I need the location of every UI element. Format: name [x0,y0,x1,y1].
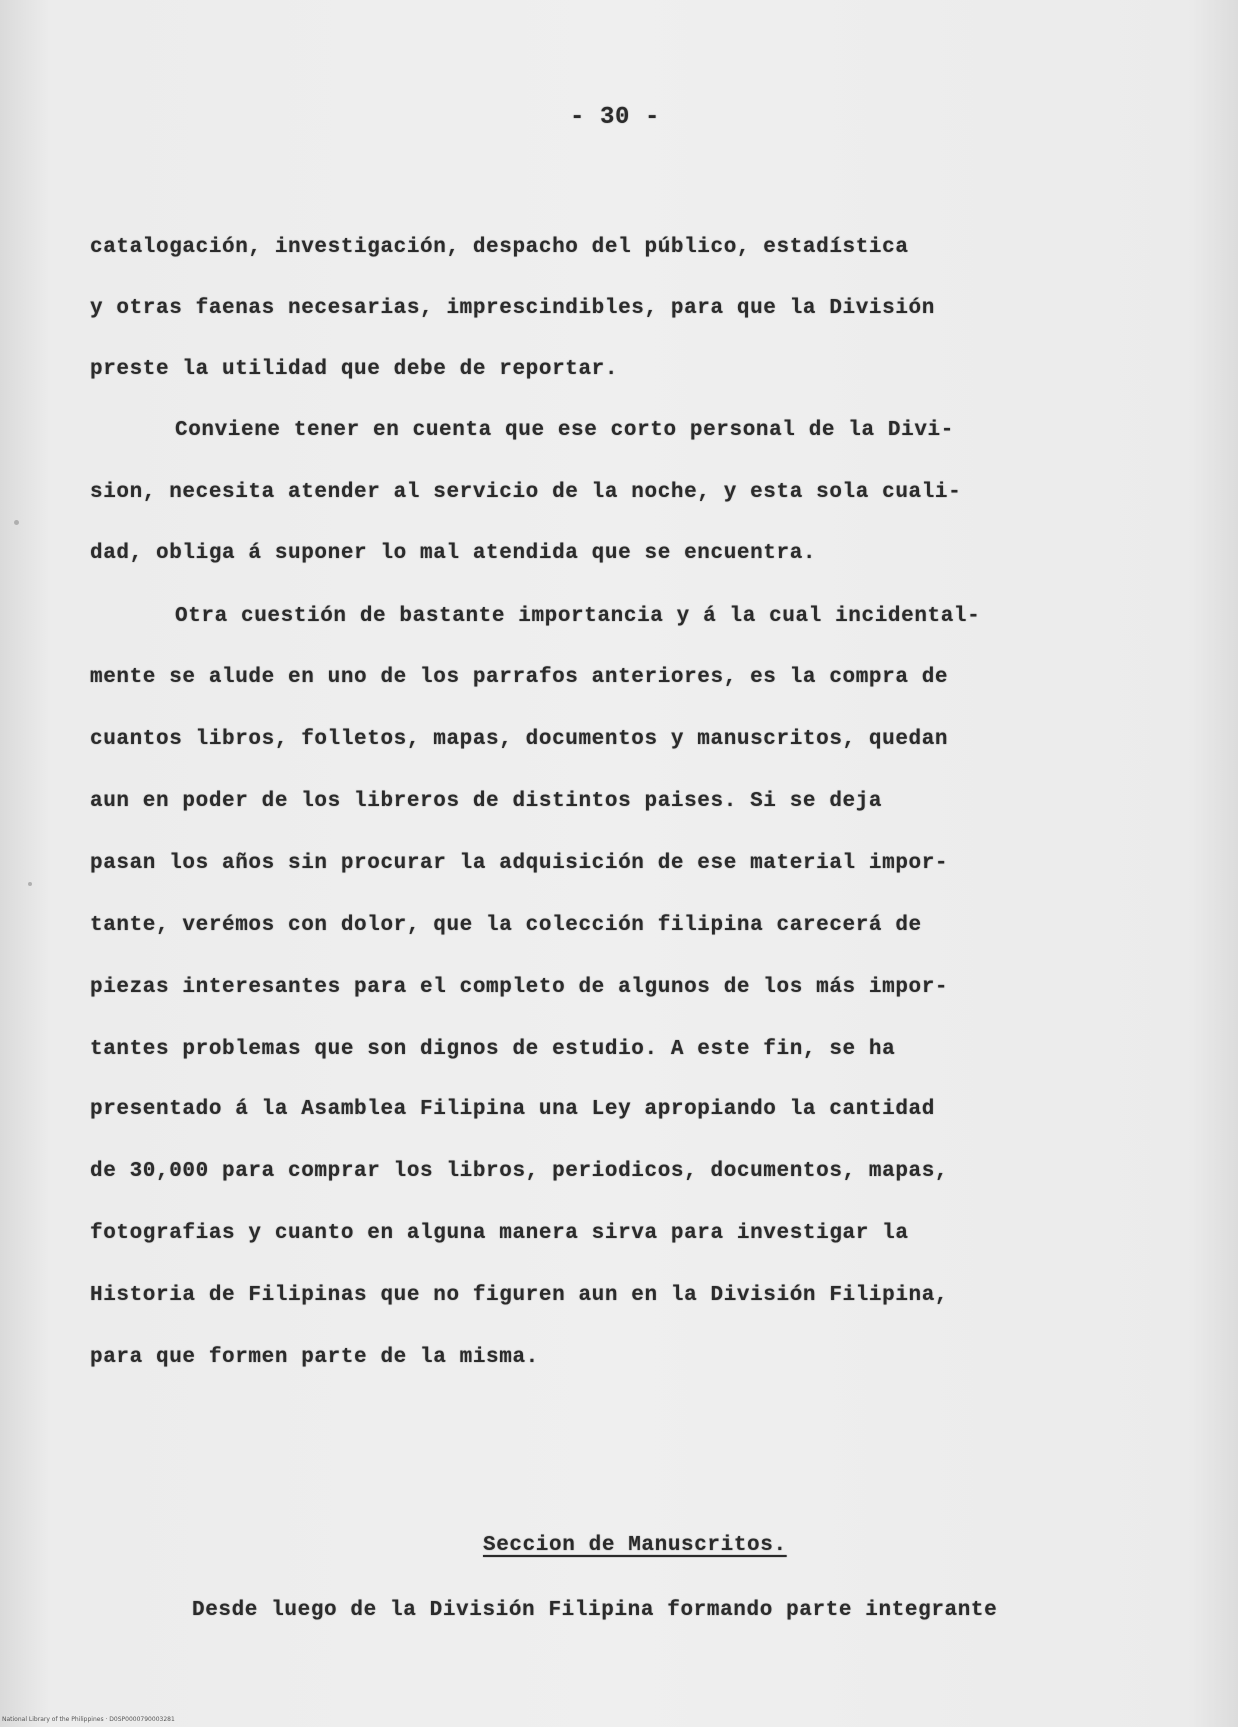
footer-credit: National Library of the Philippines · D0SP0000790003281 [2,1716,175,1723]
text-line-4: Conviene tener en cuenta que ese corto personal de la Divi- [175,419,954,442]
text-line-7: Otra cuestión de bastante importancia y á la cual incidental- [175,605,981,628]
text-line-10: aun en poder de los libreros de distintos paises. Si se deja [90,790,883,813]
section-heading: Seccion de Manuscritos. [483,1534,787,1557]
text-line-final: Desde luego de la División Filipina formando parte integrante [192,1599,998,1622]
paper-speck [28,882,32,886]
text-line-5: sion, necesita atender al servicio de la noche, y esta sola cuali- [90,481,962,504]
text-line-15: presentado á la Asamblea Filipina una Ley apropiando la cantidad [90,1098,935,1121]
text-line-12: tante, verémos con dolor, que la colección filipina carecerá de [90,914,922,937]
text-line-1: catalogación, investigación, despacho del público, estadística [90,236,909,259]
text-line-13: piezas interesantes para el completo de algunos de los más impor- [90,976,949,999]
text-line-3: preste la utilidad que debe de reportar. [90,358,619,381]
text-line-18: Historia de Filipinas que no figuren aun en la División Filipina, [90,1284,949,1307]
text-line-9: cuantos libros, folletos, mapas, documentos y manuscritos, quedan [90,728,949,751]
text-line-17: fotografias y cuanto en alguna manera sirva para investigar la [90,1222,909,1245]
text-line-8: mente se alude en uno de los parrafos anteriores, es la compra de [90,666,949,689]
paper-speck [14,520,19,525]
text-line-6: dad, obliga á suponer lo mal atendida que se encuentra. [90,542,817,565]
text-line-16: de 30,000 para comprar los libros, periodicos, documentos, mapas, [90,1160,949,1183]
text-line-2: y otras faenas necesarias, imprescindibles, para que la División [90,297,935,320]
text-line-11: pasan los años sin procurar la adquisición de ese material impor- [90,852,949,875]
page-number: - 30 - [570,104,661,131]
text-line-14: tantes problemas que son dignos de estudio. A este fin, se ha [90,1038,896,1061]
text-line-19: para que formen parte de la misma. [90,1346,539,1369]
